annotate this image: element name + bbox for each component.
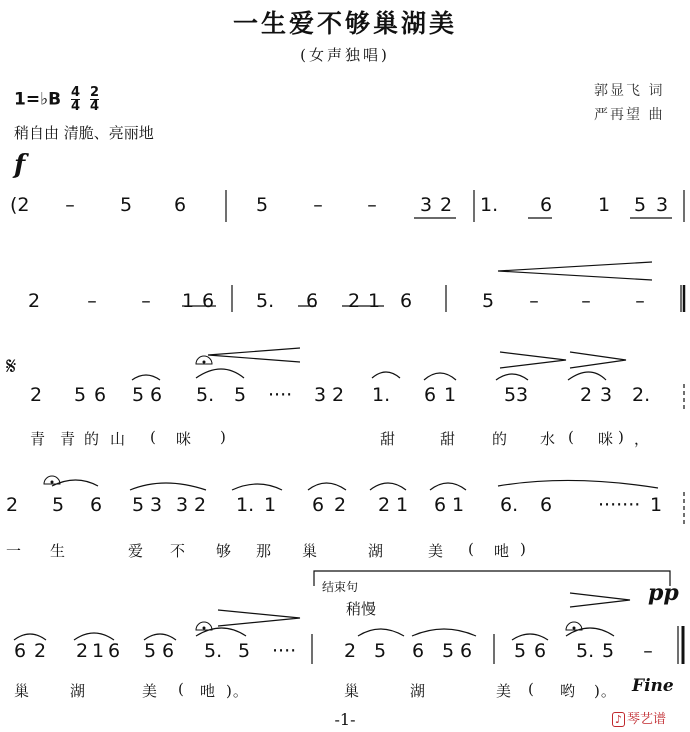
lyric-syllable: 青 xyxy=(60,430,77,448)
note: 2 xyxy=(347,290,361,312)
lyric-syllable: 的 xyxy=(492,430,509,448)
note: – xyxy=(643,640,653,662)
lyric-syllable: 爱 xyxy=(128,542,145,560)
lyric-syllable: 甜 xyxy=(380,430,397,448)
note: 5 xyxy=(237,640,251,662)
lyric-syllable: )。 xyxy=(594,682,617,700)
note: 5. xyxy=(204,640,223,662)
note: 2 xyxy=(29,384,43,406)
note: – xyxy=(65,194,75,216)
note: 2 xyxy=(333,494,347,516)
note: 3 xyxy=(599,384,613,406)
note: 2 xyxy=(5,494,19,516)
note: – xyxy=(313,194,323,216)
note: 5 xyxy=(143,640,157,662)
lyric-syllable: ( xyxy=(528,680,535,698)
note: – xyxy=(367,194,377,216)
note: 1 xyxy=(649,494,663,516)
song-title: 一生爱不够巢湖美 xyxy=(232,9,457,38)
note: 6 xyxy=(173,194,187,216)
note: 1 xyxy=(443,384,457,406)
lyric-syllable: ( xyxy=(150,428,157,446)
lyric-syllable: 那 xyxy=(256,542,273,560)
note: 6 xyxy=(459,640,473,662)
lyric-syllable: 不 xyxy=(170,542,187,560)
note: 6 xyxy=(423,384,437,406)
time-signature-1: $\frac{4}{4}$ xyxy=(70,85,81,114)
note: 6 xyxy=(149,384,163,406)
note: 5 xyxy=(633,194,647,216)
lyric-syllable: 水 xyxy=(540,430,557,448)
note: 6 xyxy=(533,640,547,662)
note: – xyxy=(529,290,539,312)
lyric-syllable: 美 xyxy=(142,682,159,700)
note: 1 xyxy=(395,494,409,516)
lyric-syllable: 湖 xyxy=(70,682,87,700)
note: 1 xyxy=(181,290,195,312)
note: 5. xyxy=(256,290,275,312)
lyric-syllable: ( xyxy=(178,680,185,698)
note: 5 xyxy=(441,640,455,662)
lyric-syllable: 够 xyxy=(216,542,233,560)
note: 1 xyxy=(263,494,277,516)
note: 1. xyxy=(480,194,499,216)
note: 5. xyxy=(196,384,215,406)
page-number: -1- xyxy=(334,710,356,729)
note: 6 xyxy=(13,640,27,662)
lyric-syllable: 一 xyxy=(6,542,23,560)
note: 1 xyxy=(91,640,105,662)
lyric-syllable: 湖 xyxy=(368,542,385,560)
note: 5 xyxy=(503,384,517,406)
lyric-syllable: ) xyxy=(618,428,625,446)
lyric-syllable: )。 xyxy=(226,682,249,700)
lyric-syllable: 巢 xyxy=(344,682,361,700)
lyric-syllable: ( xyxy=(468,540,475,558)
song-subtitle: (女声独唱) xyxy=(300,46,390,64)
note: 5 xyxy=(255,194,269,216)
lyric-syllable: 咪 xyxy=(176,430,193,448)
lyric-syllable: 青 xyxy=(30,430,47,448)
note: 6 xyxy=(305,290,319,312)
note: 6 xyxy=(539,494,553,516)
lyric-syllable: ) xyxy=(220,428,227,446)
note: 5. xyxy=(576,640,595,662)
note: 6 xyxy=(89,494,103,516)
note: 2 xyxy=(27,290,41,312)
note: 2 xyxy=(343,640,357,662)
lyric-syllable: 咪 xyxy=(598,430,615,448)
lyric-syllable: 吔 xyxy=(200,682,217,700)
note: 2 xyxy=(439,194,453,216)
dynamic-forte: f xyxy=(14,150,26,180)
note: 2. xyxy=(632,384,651,406)
note: 5 xyxy=(131,384,145,406)
note: (2 xyxy=(10,194,30,216)
lyric-syllable: 美 xyxy=(496,682,513,700)
note: 6 xyxy=(433,494,447,516)
note: 6 xyxy=(161,640,175,662)
note: 3 xyxy=(655,194,669,216)
note: – xyxy=(141,290,151,312)
watermark-text: 琴艺谱 xyxy=(627,712,667,727)
note: 6 xyxy=(107,640,121,662)
note: – xyxy=(581,290,591,312)
segno-sign: 𝄋 xyxy=(6,352,17,380)
lyric-syllable: 巢 xyxy=(14,682,31,700)
tempo-marking: 稍自由 清脆、亮丽地 xyxy=(14,124,154,142)
lyric-syllable: 美 xyxy=(428,542,445,560)
lyricist-credit: 郭显飞 词 xyxy=(594,83,665,99)
lyric-syllable: ， xyxy=(634,430,651,448)
lyric-syllable: ( xyxy=(568,428,575,446)
note: 2 xyxy=(33,640,47,662)
note: 5 xyxy=(51,494,65,516)
note: – xyxy=(87,290,97,312)
note: 5 xyxy=(373,640,387,662)
note: 3 xyxy=(149,494,163,516)
note: 3 xyxy=(313,384,327,406)
ending-tempo: 稍慢 xyxy=(346,600,377,618)
note: 1 xyxy=(597,194,611,216)
note: 1 xyxy=(451,494,465,516)
note: 5 xyxy=(601,640,615,662)
note: 2 xyxy=(579,384,593,406)
note: 6. xyxy=(500,494,519,516)
note: 5 xyxy=(481,290,495,312)
note: ···· xyxy=(272,640,297,662)
lyric-syllable: 哟 xyxy=(560,682,577,700)
lyric-syllable: ) xyxy=(520,540,527,558)
lyric-syllable: 山 xyxy=(110,430,127,448)
dynamic-pianissimo: pp xyxy=(648,580,679,606)
note: 3 xyxy=(419,194,433,216)
note: 6 xyxy=(411,640,425,662)
note: 6 xyxy=(539,194,553,216)
note: 5 xyxy=(73,384,87,406)
watermark-logo-icon: ♪ xyxy=(612,712,625,727)
note: ···· xyxy=(268,384,293,406)
note: 6 xyxy=(93,384,107,406)
note: 6 xyxy=(201,290,215,312)
lyric-syllable: 的 xyxy=(84,430,101,448)
note: 6 xyxy=(311,494,325,516)
note: 2 xyxy=(331,384,345,406)
note: – xyxy=(635,290,645,312)
note: 3 xyxy=(515,384,529,406)
note: 5 xyxy=(131,494,145,516)
note: 5 xyxy=(233,384,247,406)
lyric-syllable: 巢 xyxy=(302,542,319,560)
note: 5 xyxy=(513,640,527,662)
lyric-syllable: 生 xyxy=(50,542,67,560)
note: 6 xyxy=(399,290,413,312)
note: ······· xyxy=(598,494,641,516)
watermark xyxy=(612,708,666,727)
lyric-syllable: 吔 xyxy=(494,542,511,560)
fine-marking: Fine xyxy=(632,676,674,696)
time-signature-2: $\frac{2}{4}$ xyxy=(89,85,99,114)
note: 1. xyxy=(372,384,391,406)
note: 3 xyxy=(175,494,189,516)
composer-credit: 严再望 曲 xyxy=(594,107,665,123)
note: 5 xyxy=(119,194,133,216)
lyric-syllable: 湖 xyxy=(410,682,427,700)
lyric-syllable: 甜 xyxy=(440,430,457,448)
note: 2 xyxy=(193,494,207,516)
key-label: 1=♭B xyxy=(14,89,62,110)
note: 2 xyxy=(377,494,391,516)
note: 1. xyxy=(236,494,255,516)
note: 1 xyxy=(367,290,381,312)
ending-label: 结束句 xyxy=(322,580,359,594)
note: 2 xyxy=(75,640,89,662)
